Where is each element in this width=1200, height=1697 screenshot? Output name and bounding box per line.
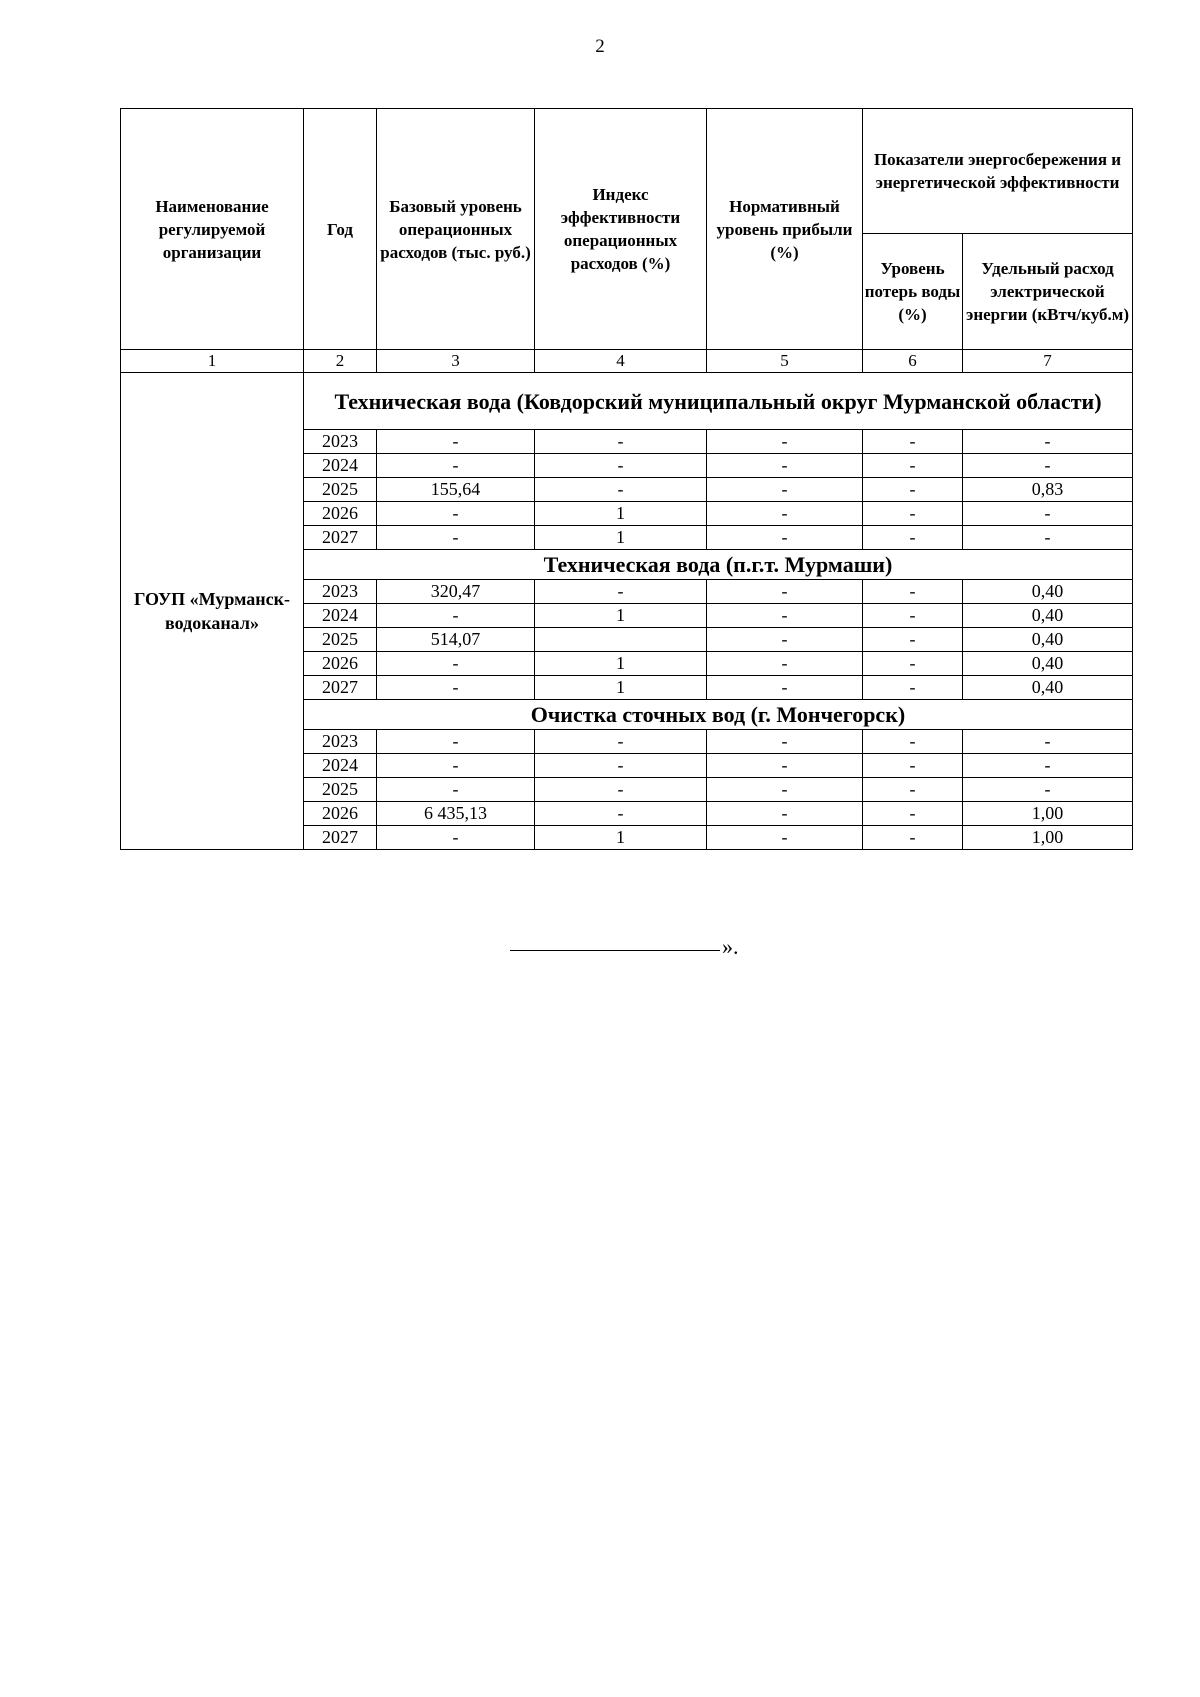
value-cell: - (963, 778, 1133, 802)
organization-name: ГОУП «Мурманск-водоканал» (121, 373, 304, 850)
value-cell: 0,40 (963, 676, 1133, 700)
value-cell: 0,40 (963, 628, 1133, 652)
value-cell: - (707, 502, 863, 526)
value-cell: - (863, 826, 963, 850)
value-cell: 0,40 (963, 652, 1133, 676)
value-cell: - (863, 502, 963, 526)
value-cell: - (707, 676, 863, 700)
column-number: 2 (304, 350, 377, 373)
value-cell: - (707, 730, 863, 754)
year-cell: 2023 (304, 730, 377, 754)
value-cell: - (707, 826, 863, 850)
value-cell: 0,83 (963, 478, 1133, 502)
value-cell: 514,07 (377, 628, 535, 652)
value-cell: - (377, 526, 535, 550)
year-cell: 2025 (304, 628, 377, 652)
value-cell: - (535, 778, 707, 802)
value-cell: - (963, 754, 1133, 778)
value-cell: - (707, 778, 863, 802)
page-number: 2 (595, 36, 605, 57)
header-base-cost: Базовый уровень операционных расходов (тыс. руб.) (377, 109, 535, 350)
header-profit-level: Нормативный уровень прибыли (%) (707, 109, 863, 350)
header-energy-group: Показатели энергосбережения и энергетической эффективности (863, 109, 1133, 234)
value-cell: - (963, 430, 1133, 454)
value-cell: 0,40 (963, 604, 1133, 628)
value-cell: - (963, 454, 1133, 478)
column-number: 4 (535, 350, 707, 373)
year-cell: 2026 (304, 502, 377, 526)
footer-closing-quote: ». (722, 934, 739, 959)
value-cell: - (535, 754, 707, 778)
value-cell: - (863, 580, 963, 604)
value-cell: - (377, 502, 535, 526)
column-number: 7 (963, 350, 1133, 373)
value-cell: - (377, 454, 535, 478)
header-water-loss: Уровень потерь воды (%) (863, 234, 963, 350)
value-cell: - (377, 730, 535, 754)
section-title: Очистка сточных вод (г. Мончегорск) (304, 700, 1133, 730)
value-cell: - (707, 580, 863, 604)
value-cell: - (535, 802, 707, 826)
column-number: 6 (863, 350, 963, 373)
column-number: 5 (707, 350, 863, 373)
value-cell: - (863, 604, 963, 628)
year-cell: 2025 (304, 778, 377, 802)
column-number-row (121, 350, 1133, 373)
value-cell: - (863, 730, 963, 754)
regulation-table (120, 108, 1133, 850)
value-cell: - (377, 826, 535, 850)
year-cell: 2024 (304, 604, 377, 628)
value-cell: - (707, 802, 863, 826)
year-cell: 2024 (304, 454, 377, 478)
value-cell: 1 (535, 604, 707, 628)
value-cell: - (377, 754, 535, 778)
value-cell: - (863, 802, 963, 826)
value-cell: - (377, 778, 535, 802)
value-cell: - (963, 502, 1133, 526)
year-cell: 2026 (304, 802, 377, 826)
value-cell: - (863, 478, 963, 502)
year-cell: 2026 (304, 652, 377, 676)
value-cell: 1 (535, 676, 707, 700)
section-title: Техническая вода (п.г.т. Мурмаши) (304, 550, 1133, 580)
year-cell: 2025 (304, 478, 377, 502)
year-cell: 2023 (304, 430, 377, 454)
value-cell: - (863, 454, 963, 478)
value-cell: - (707, 454, 863, 478)
value-cell: 1 (535, 526, 707, 550)
value-cell: - (707, 478, 863, 502)
value-cell: - (707, 430, 863, 454)
value-cell: - (535, 454, 707, 478)
value-cell: - (863, 652, 963, 676)
header-organization: Наименование регулируемой организации (121, 109, 304, 350)
year-cell: 2024 (304, 754, 377, 778)
value-cell: - (963, 730, 1133, 754)
value-cell: - (377, 430, 535, 454)
section-title: Техническая вода (Ковдорский муниципальный округ Мурманской области) (304, 373, 1133, 430)
value-cell: 1,00 (963, 802, 1133, 826)
value-cell: - (863, 526, 963, 550)
value-cell: 1 (535, 652, 707, 676)
value-cell: - (863, 430, 963, 454)
value-cell: - (707, 754, 863, 778)
value-cell: 155,64 (377, 478, 535, 502)
year-cell: 2027 (304, 676, 377, 700)
value-cell: - (535, 430, 707, 454)
value-cell: 1 (535, 826, 707, 850)
value-cell: - (707, 526, 863, 550)
value-cell: - (863, 676, 963, 700)
value-cell: 6 435,13 (377, 802, 535, 826)
year-cell: 2023 (304, 580, 377, 604)
value-cell: - (863, 778, 963, 802)
section-row (121, 373, 1133, 430)
value-cell: - (377, 604, 535, 628)
value-cell: - (707, 604, 863, 628)
value-cell: - (535, 730, 707, 754)
value-cell: - (535, 580, 707, 604)
header-electricity: Удельный расход электрической энергии (кВтч/куб.м) (963, 234, 1133, 350)
column-number: 1 (121, 350, 304, 373)
header-year: Год (304, 109, 377, 350)
value-cell: 1 (535, 502, 707, 526)
value-cell: - (377, 676, 535, 700)
value-cell: - (963, 526, 1133, 550)
value-cell: 1,00 (963, 826, 1133, 850)
value-cell: 320,47 (377, 580, 535, 604)
value-cell: - (863, 754, 963, 778)
value-cell: - (377, 652, 535, 676)
header-efficiency-index: Индекс эффективности операционных расходов (%) (535, 109, 707, 350)
footer-line (510, 930, 720, 951)
column-number: 3 (377, 350, 535, 373)
value-cell: - (707, 652, 863, 676)
value-cell: - (707, 628, 863, 652)
year-cell: 2027 (304, 526, 377, 550)
year-cell: 2027 (304, 826, 377, 850)
value-cell: - (535, 478, 707, 502)
value-cell: - (863, 628, 963, 652)
value-cell: 0,40 (963, 580, 1133, 604)
value-cell (535, 628, 707, 652)
